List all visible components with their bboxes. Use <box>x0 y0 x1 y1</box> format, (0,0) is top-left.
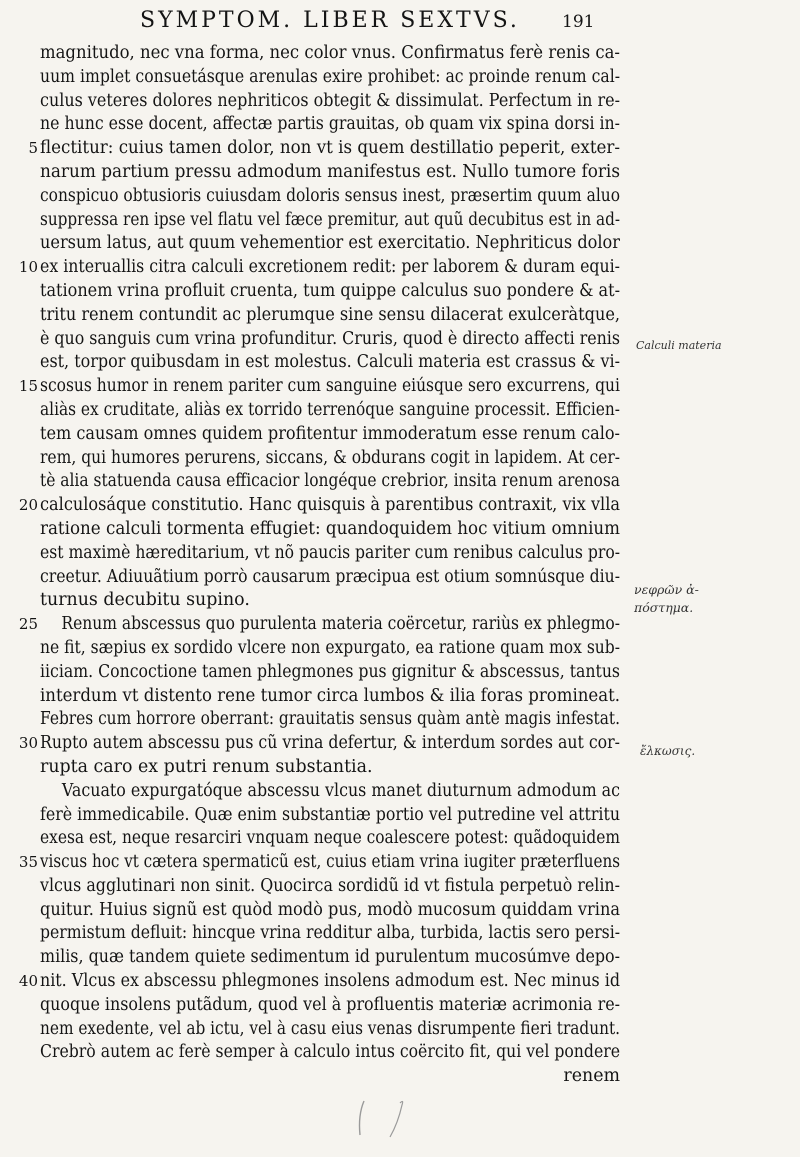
line-text: creetur. Adiuuãtium porrò causarum præcipua est otium somnúsque diu- <box>40 566 620 587</box>
text-line <box>40 589 620 613</box>
text-line <box>40 708 620 732</box>
text-line <box>18 970 620 994</box>
text-line <box>40 1041 620 1065</box>
line-text: ex interuallis citra calculi excretionem redit: per laborem & duram equi- <box>40 257 620 278</box>
text-line <box>28 137 620 161</box>
line-number: 40 <box>18 972 38 991</box>
pencil-scribble-icon <box>350 1095 430 1140</box>
line-text: turnus decubitu supino. <box>40 590 250 611</box>
line-text: magnitudo, nec vna forma, nec color vnus. Confirmatus ferè renis ca- <box>40 43 620 63</box>
line-text: flectitur: cuius tamen dolor, non vt is quem destillatio peperit, exter- <box>40 138 620 159</box>
text-line <box>40 637 620 661</box>
page-number: 191 <box>562 12 595 32</box>
line-text: nit. Vlcus ex abscessu phlegmones insolens admodum est. Nec minus id <box>40 971 620 992</box>
text-line <box>18 732 620 756</box>
text-line <box>18 256 620 280</box>
text-line <box>40 780 620 804</box>
text-line <box>40 351 620 375</box>
text-line <box>40 875 620 899</box>
line-text: viscus hoc vt cætera spermaticũ est, cuius etiam vrina iugiter præterfluens <box>40 852 620 873</box>
line-text: Rupto autem abscessu pus cũ vrina defertur, & interdum sordes aut cor- <box>40 733 620 754</box>
line-text: Crebrò autem ac ferè semper à calculo intus coërcito fit, qui vel pondere <box>40 1042 620 1063</box>
line-text: Febres cum horrore oberrant: grauitatis sensus quàm antè magis infestat. <box>40 709 620 730</box>
text-line <box>40 185 620 209</box>
line-text: Renum abscessus quo purulenta materia coërcetur, rariùs ex phlegmo- <box>61 614 620 635</box>
line-text: è quo sanguis cum vrina profunditur. Cruris, quod è directo affecti renis <box>40 328 620 349</box>
line-text: rem, qui humores perurens, siccans, & obdurans cogit in lapidem. At cer- <box>40 447 620 468</box>
text-line <box>40 827 620 851</box>
line-number: 15 <box>18 377 38 396</box>
line-text: rupta caro ex putri renum substantia. <box>40 756 373 777</box>
line-text: vlcus agglutinari non sinit. Quocirca sordidũ id vt fistula perpetuò relin- <box>40 875 620 896</box>
margin-note-greek-ulceration: ἔλκωσις. <box>640 744 696 758</box>
text-line <box>40 423 620 447</box>
text-line <box>18 613 620 637</box>
line-text: Vacuato expurgatóque abscessu vlcus manet diuturnum admodum ac <box>61 780 621 801</box>
margin-note-calculi-materia: Calculi materia <box>636 339 722 352</box>
line-text: est maximè hæreditarium, vt nõ paucis pariter cum renibus calculus pro- <box>40 542 620 563</box>
line-number: 25 <box>18 615 38 634</box>
text-line <box>40 280 620 304</box>
line-text: uum implet consuetásque arenulas exire prohibet: ac proinde renum cal- <box>40 66 620 87</box>
line-text: calculosáque constitutio. Hanc quisquis à parentibus contraxit, vix vlla <box>40 495 620 516</box>
line-number: 10 <box>18 258 38 277</box>
line-number: 5 <box>28 139 38 158</box>
text-line <box>40 946 620 970</box>
text-line <box>40 685 620 709</box>
line-text: ratione calculi tormenta effugiet: quandoquidem hoc vitium omnium <box>40 518 620 539</box>
line-text: ferè immedicabile. Quæ enim substantiæ portio vel putredine vel attritu <box>40 804 620 825</box>
main-text-block <box>18 42 621 1089</box>
line-text: exesa est, neque resarciri vnquam neque coalescere potest: quãdoquidem <box>40 828 620 849</box>
text-line <box>40 804 620 828</box>
line-number: 35 <box>18 853 38 872</box>
line-text: nem exedente, vel ab ictu, vel à casu eius venas disrumpente fieri tradunt. <box>40 1018 620 1039</box>
running-title: SYMPTOM. LIBER SEXTVS. <box>140 8 520 33</box>
text-line <box>40 66 620 90</box>
line-text: aliàs ex cruditate, aliàs ex torrido terrenóque sanguine processit. Efficien- <box>40 399 620 420</box>
line-text: conspicuo obtusioris cuiusdam doloris sensus inest, præsertim quum aluo <box>40 185 620 206</box>
text-line <box>40 209 620 233</box>
line-text: ne hunc esse docent, affectæ partis grauitas, ob quam vix spina dorsi in- <box>40 114 620 135</box>
line-text: scosus humor in renem pariter cum sanguine eiúsque sero excurrens, qui <box>40 376 620 397</box>
margin-note-greek-line-1: νεφρῶν ἀ- <box>634 582 699 597</box>
line-text: uersum latus, aut quum vehementior est exercitatio. Nephriticus dolor <box>40 233 620 254</box>
text-line <box>40 113 620 137</box>
text-line <box>40 399 620 423</box>
text-line <box>40 899 620 923</box>
text-line <box>40 232 620 256</box>
line-text: suppressa ren ipse vel flatu vel fæce premitur, aut quũ decubitus est in ad- <box>40 209 620 230</box>
text-line <box>40 328 620 352</box>
text-line <box>40 542 620 566</box>
line-text: tritu renem contundit ac plerumque sine sensu dilacerat exulceràtque, <box>40 304 620 325</box>
line-text: est, torpor quibusdam in est molestus. Calculi materia est crassus & vi- <box>40 352 620 373</box>
line-text: milis, quæ tandem quiete sedimentum id purulentum mucosúmve depo- <box>40 947 620 968</box>
text-line <box>40 566 620 590</box>
line-number: 30 <box>18 734 38 753</box>
text-line <box>40 661 620 685</box>
text-line <box>40 90 620 114</box>
text-line <box>18 375 620 399</box>
line-text: quoque insolens putãdum, quod vel à profluentis materiæ acrimonia re- <box>40 994 620 1015</box>
text-line <box>40 470 620 494</box>
text-line <box>40 447 620 471</box>
line-text: narum partium pressu admodum manifestus est. Nullo tumore foris <box>40 161 620 182</box>
line-text: ne fit, sæpius ex sordido vlcere non expurgato, ea ratione quam mox sub- <box>40 637 620 658</box>
text-line <box>40 518 620 542</box>
line-text: tationem vrina profluit cruenta, tum quippe calculus suo pondere & at- <box>40 280 620 301</box>
margin-note-greek-abscess <box>634 581 699 617</box>
margin-note-greek-line-2: πόστημα. <box>634 600 694 615</box>
line-text: permistum defluit: hincque vrina redditur alba, turbida, lactis sero persi- <box>40 923 620 944</box>
text-line <box>40 994 620 1018</box>
catchword: renem <box>563 1066 620 1087</box>
text-line <box>40 42 620 66</box>
line-text: tem causam omnes quidem profitentur immoderatum esse renum calo- <box>40 423 620 444</box>
text-line <box>40 1018 620 1042</box>
line-number: 20 <box>18 496 38 515</box>
text-line <box>40 922 620 946</box>
line-text: iiciam. Concoctione tamen phlegmones pus gignitur & abscessus, tantus <box>40 661 620 682</box>
line-text: culus veteres dolores nephriticos obtegit & dissimulat. Perfectum in re- <box>40 90 620 111</box>
line-text: quitur. Huius signũ est quòd modò pus, modò mucosum quiddam vrina <box>40 899 620 920</box>
line-text: interdum vt distento rene tumor circa lumbos & ilia foras promineat. <box>40 685 620 706</box>
text-line <box>40 161 620 185</box>
text-line <box>40 304 620 328</box>
text-line <box>40 756 620 780</box>
text-line <box>18 851 620 875</box>
line-text: tè alia statuenda causa efficacior longéque crebrior, insita renum arenosa <box>40 471 620 492</box>
text-line <box>18 494 620 518</box>
